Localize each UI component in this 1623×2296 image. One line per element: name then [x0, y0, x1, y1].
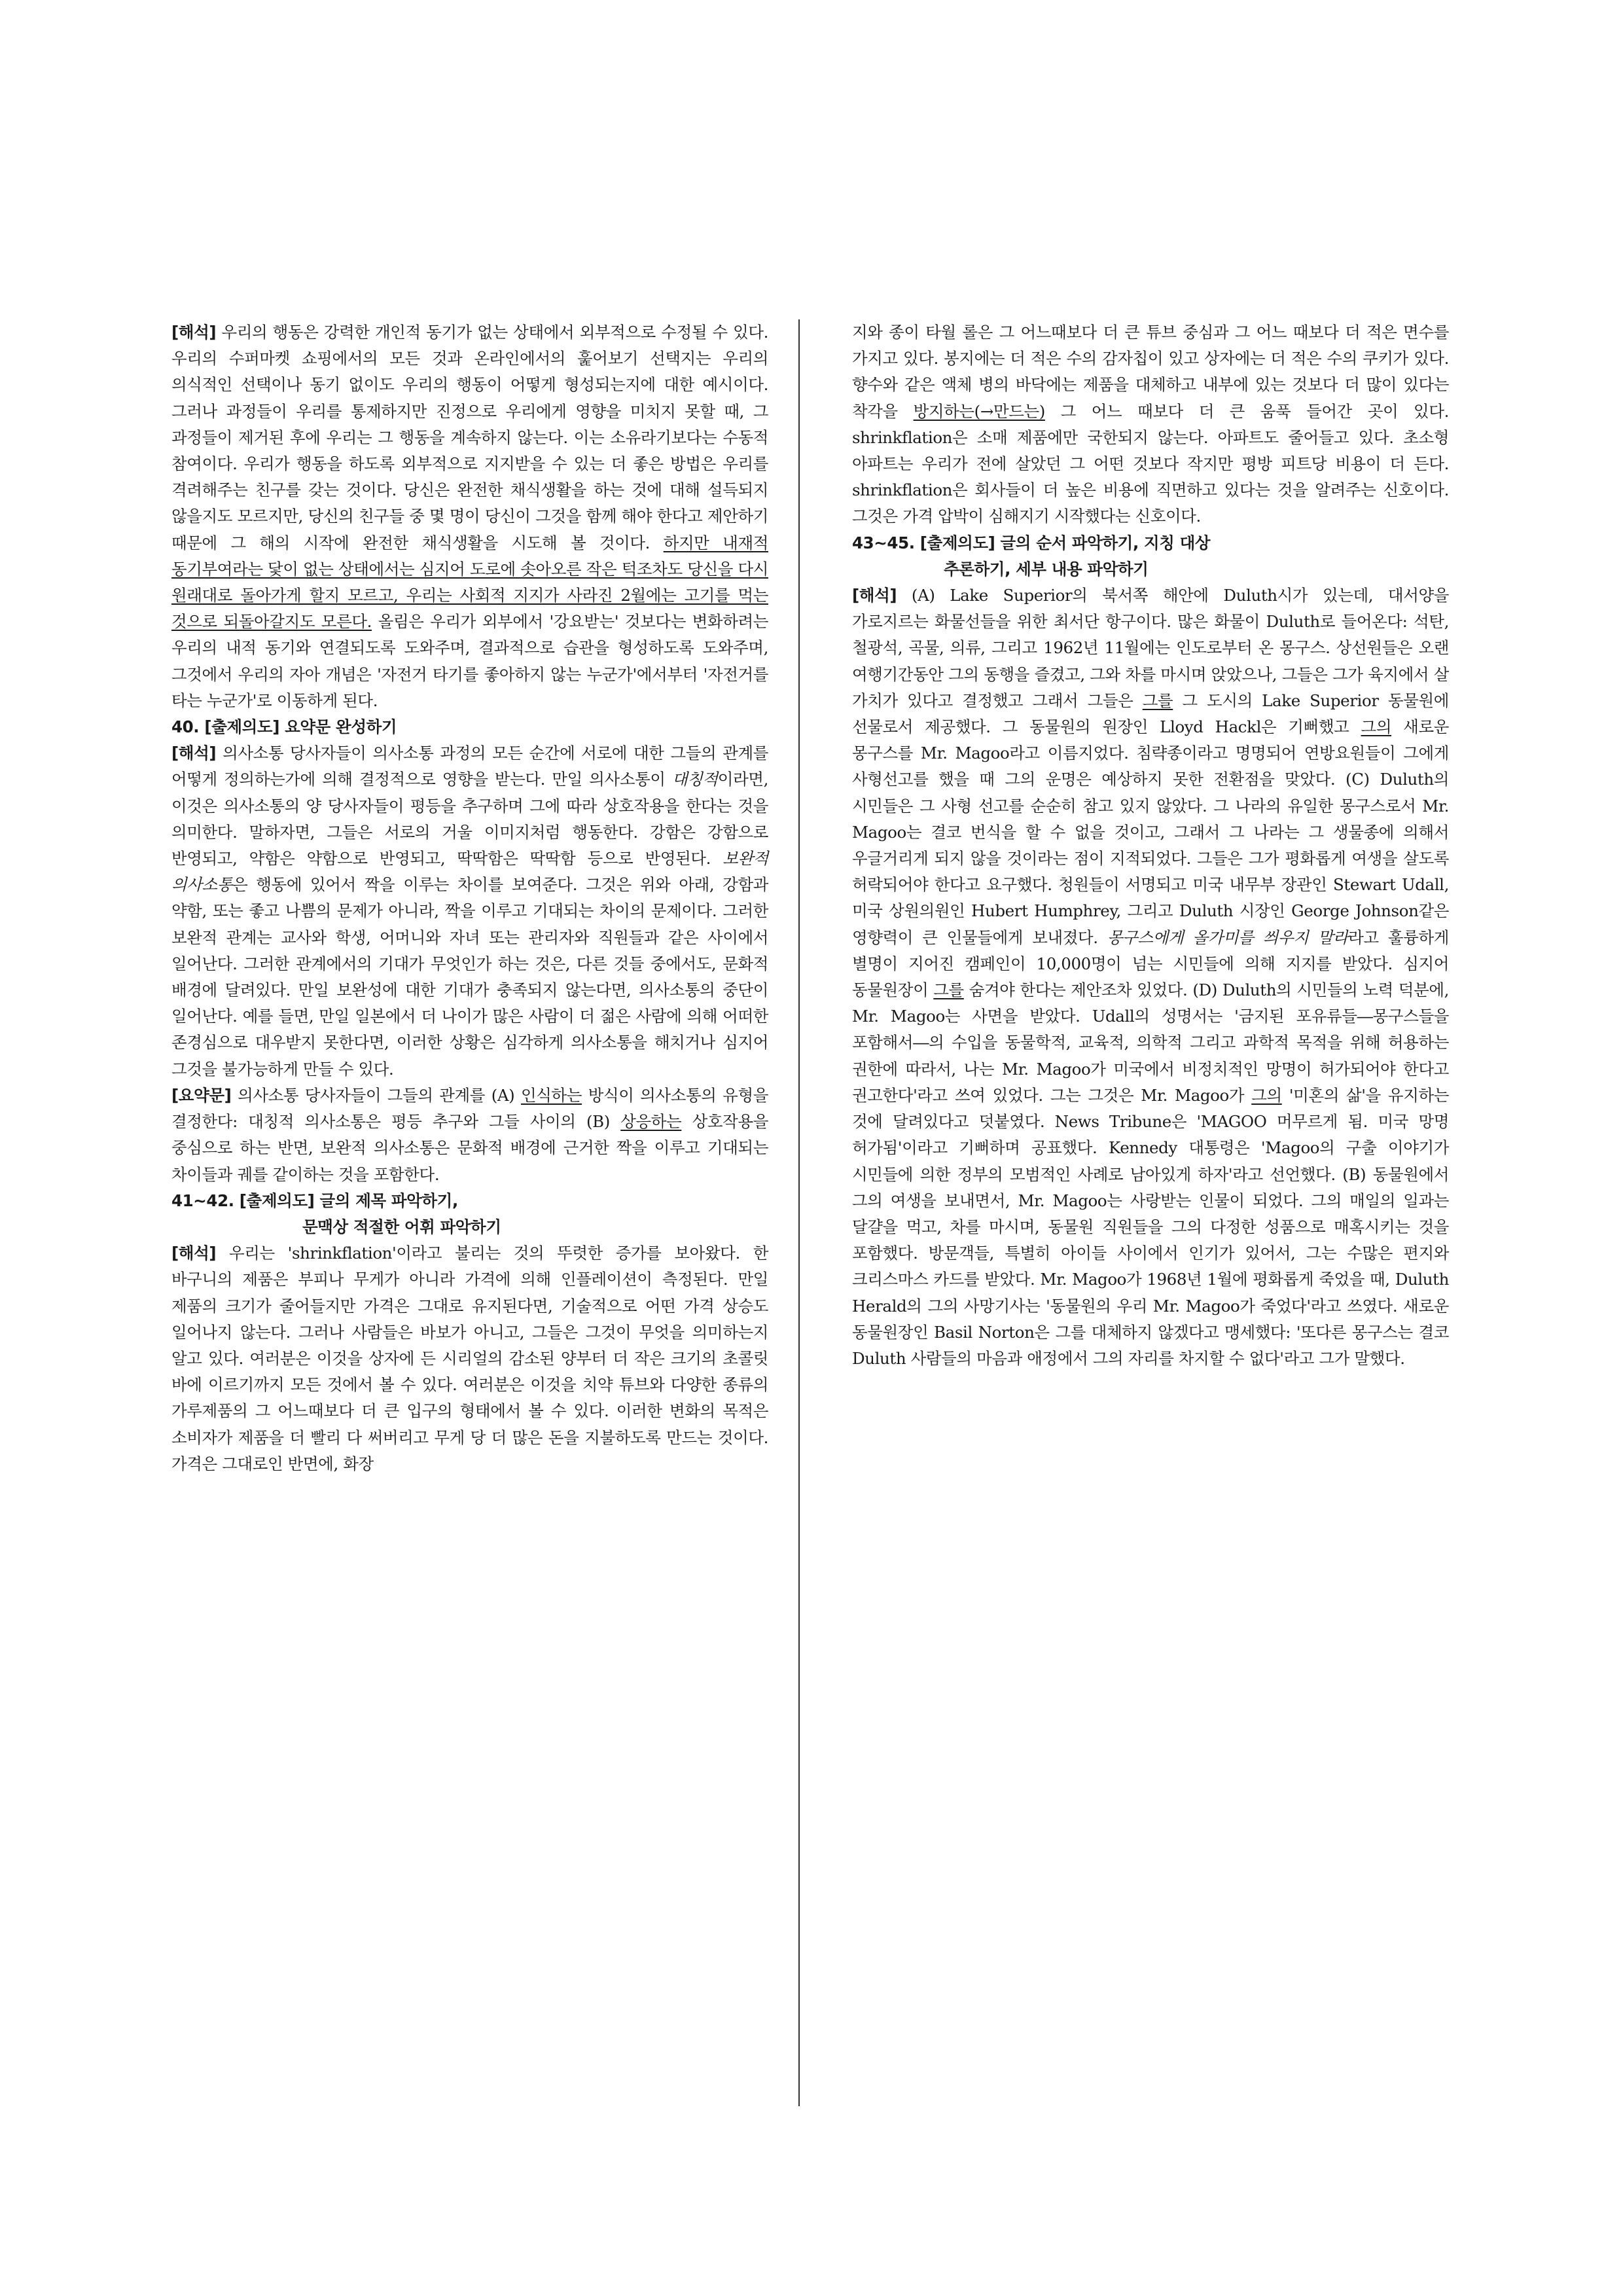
explanation-paragraph-41-42-cont: 지와 종이 타월 롤은 그 어느때보다 더 큰 튜브 중심과 그 어느 때보다 더 적은 면수를 가지고 있다. 봉지에는 더 적은 수의 감자칩이 있고 상자에는 더 적은 수의 쿠키가 있다. 향수와 같은 액체 병의 바닥에는 제품을 대체하고 내부에 있는 것보다 더 많이 있다는 착각을 방지하는(→만드는) 그 어느 때보다 더 큰 움푹 들어간 곳이 있다. shrinkflation은 소매 제품에만 국한되지 않는다. 아파트도 줄어들고 있다. 초소형 아파트는 우리가 전에 살았던 그 어떤 것보다 작지만 평방 피트당 비용이 더 든다. shrinkflation은 회사들이 더 높은 비용에 직면하고 있다는 것을 알려주는 신호이다. 그것은 가격 압박이 심해지기 시작했다는 신호이다.: [852, 323, 1449, 526]
left-column: [171, 319, 768, 1477]
italic-term: 보완적 의사소통: [171, 849, 768, 895]
explanation-tag: [해석]: [171, 323, 217, 342]
explanation-tag: [해석]: [171, 744, 217, 763]
right-column: [852, 319, 1449, 1372]
underlined-pronoun: 그를: [933, 980, 964, 1000]
explanation-tag: [해석]: [171, 1244, 217, 1263]
underlined-pronoun: 그를: [1142, 691, 1173, 710]
explanation-paragraph-40: [해석] 의사소통 당사자들이 의사소통 과정의 모든 순간에 서로에 대한 그들의 관계를 어떻게 정의하는가에 의해 결정적으로 영향을 받는다. 만일 의사소통이 대칭적이라면, 이것은 의사소통의 양 당사자들이 평등을 추구하며 그에 따라 상호작용을 한다는 것을 의미한다. 말하자면, 그들은 서로의 거울 이미지처럼 행동한다. 강함은 강함으로 반영되고, 약함은 약함으로 반영되고, 딱딱함은 딱딱함 등으로 반영된다. 보완적 의사소통은 행동에 있어서 짝을 이루는 차이를 보여준다. 그것은 위와 아래, 강함과 약함, 또는 좋고 나쁨의 문제가 아니라, 짝을 이루고 기대되는 차이의 문제이다. 그러한 보완적 관계는 교사와 학생, 어머니와 자녀 또는 관리자와 직원들과 같은 사이에서 일어난다. 그러한 관계에서의 기대가 무엇인가 하는 것은, 다른 것들 중에서도, 문화적 배경에 달려있다. 만일 보완성에 대한 기대가 충족되지 않는다면, 의사소통의 중단이 일어난다. 예를 들면, 만일 일본에서 더 나이가 많은 사람이 더 젊은 사람에 의해 어떠한 존경심으로 대우받지 못한다면, 이러한 상황은 심각하게 의사소통을 해치거나 심지어 그것을 불가능하게 만들 수 있다.: [171, 744, 768, 1079]
answer-b: 상응하는: [620, 1112, 682, 1132]
underlined-sentence: 하지만 내재적 동기부여라는 닻이 없는 상태에서는 심지어 도로에 솟아오른 작은 턱조차도 당신을 다시 원래대로 돌아가게 할지 모르고, 우리는 사회적 지지가 사라진 2월에는 고기를 먹는 것으로 되돌아갈지도 모른다.: [171, 533, 768, 632]
column-divider: [798, 319, 800, 2106]
answer-a: 인식하는: [520, 1085, 582, 1105]
section-heading-40: 40. [출제의도] 요약문 완성하기: [171, 717, 397, 737]
explanation-paragraph-41-42: [해석] 우리는 'shrinkflation'이라고 불리는 것의 뚜렷한 증가를 보아왔다. 한 바구니의 제품은 부피나 무게가 아니라 가격에 의해 인플레이션이 측정된다. 만일 제품의 크기가 줄어들지만 가격은 그대로 유지된다면, 기술적으로 어떤 가격 상승도 일어나지 않는다. 그러나 사람들은 바보가 아니고, 그들은 그것이 무엇을 의미하는지 알고 있다. 여러분은 이것을 상자에 든 시리얼의 감소된 양부터 더 작은 크기의 초콜릿 바에 이르기까지 모든 것에서 볼 수 있다. 여러분은 이것을 치약 튜브와 다양한 종류의 가루제품의 그 어느때보다 더 큰 입구의 형태에서 볼 수 있다. 이러한 변화의 목적은 소비자가 제품을 더 빨리 다 써버리고 무게 당 더 많은 돈을 지불하도록 만드는 것이다. 가격은 그대로인 반면에, 화장: [171, 1244, 768, 1473]
section-heading-41-42: 41~42. [출제의도] 글의 제목 파악하기, 문맥상 적절한 어휘 파악하기: [171, 1191, 501, 1236]
italic-term: 대칭적: [671, 770, 718, 789]
explanation-paragraph-43-45: [해석] (A) Lake Superior의 북서쪽 해안에 Duluth시가 있는데, 대서양을 가로지르는 화물선들을 위한 최서단 항구이다. 많은 화물이 Duluth로 들어온다: 석탄, 철광석, 곡물, 의류, 그리고 1962년 11월에는 인도로부터 온 몽구스. 상선원들은 오랜 여행기간동안 그의 동행을 즐겼고, 그와 차를 마시며 앉았으나, 그들은 그가 육지에서 살 가치가 있다고 결정했고 그래서 그들은 그를 그 도시의 Lake Superior 동물원에 선물로서 제공했다. 그 동물원의 원장인 Lloyd Hackl은 기뻐했고 그의 새로운 몽구스를 Mr. Magoo라고 이름지었다. 침략종이라고 명명되어 연방요원들이 그에게 사형선고를 했을 때 그의 운명은 예상하지 못한 전환점을 맞았다. (C) Duluth의 시민들은 그 사형 선고를 순순히 참고 있지 않았다. 그 나라의 유일한 몽구스로서 Mr. Magoo는 결코 번식을 할 수 없을 것이고, 그래서 그 나라는 그 생물종에 의해서 우글거리게 되지 않을 것이라는 점이 지적되었다. 그들은 그가 평화롭게 여생을 살도록 허락되어야 한다고 요구했다. 청원들이 서명되고 미국 내무부 장관인 Stewart Udall, 미국 상원의원인 Hubert Humphrey, 그리고 Duluth 시장인 George Johnson같은 영향력이 큰 인물들에게 보내졌다. 몽구스에게 올가미를 씌우지 말라라고 훌륭하게 별명이 지어진 캠페인이 10,000명이 넘는 시민들에 의해 지지를 받았다. 심지어 동물원장이 그를 숨겨야 한다는 제안조차 있었다. (D) Duluth의 시민들의 노력 덕분에, Mr. Magoo는 사면을 받았다. Udall의 성명서는 '금지된 포유류들―몽구스들을 포함해서―의 수입을 동물학적, 교육적, 의학적 그리고 과학적 목적을 위해 허용하는 권한에 따라서, 나는 Mr. Magoo가 미국에서 비정치적인 망명이 허가되어야 한다고 권고한다'라고 쓰여 있었다. 그는 그것은 Mr. Magoo가 그의 '미혼의 삶'을 유지하는 것에 달려있다고 덧붙였다. News Tribune은 'MAGOO 머무르게 됨. 미국 망명 허가됨'이라고 기뻐하며 공표했다. Kennedy 대통령은 'Magoo의 구출 이야기가 시민들에 의한 정부의 모범적인 사례로 남아있게 하자'라고 선언했다. (B) 동물원에서 그의 여생을 보내면서, Mr. Magoo는 사랑받는 인물이 되었다. 그의 매일의 일과는 달걀을 먹고, 차를 마시며, 동물원 직원들을 그의 다정한 성품으로 매혹시키는 것을 포함했다. 방문객들, 특별히 아이들 사이에서 인기가 있어서, 그는 수많은 편지와 크리스마스 카드를 받았다. Mr. Magoo가 1968년 1월에 평화롭게 죽었을 때, Duluth Herald의 그의 사망기사는 '동물원의 우리 Mr. Magoo가 죽었다'라고 쓰였다. 새로운 동물원장인 Basil Norton은 그를 대체하지 않겠다고 맹세했다: '또다른 몽구스는 결코 Duluth 사람들의 마음과 애정에서 그의 자리를 차지할 수 없다'라고 그가 말했다.: [852, 586, 1449, 1368]
underlined-pronoun: 그의: [1361, 717, 1392, 737]
underlined-pronoun: 그의: [1251, 1085, 1282, 1105]
answer-explanation-page: [171, 319, 1452, 2106]
explanation-paragraph-39: [해석] 우리의 행동은 강력한 개인적 동기가 없는 상태에서 외부적으로 수정될 수 있다. 우리의 수퍼마켓 쇼핑에서의 모든 것과 온라인에서의 훑어보기 선택지는 우리의 의식적인 선택이나 동기 없이도 우리의 행동이 어떻게 형성되는지에 대한 예시이다. 그러나 과정들이 우리를 통제하지만 진정으로 우리에게 영향을 미치지 못할 때, 그 과정들이 제거된 후에 우리는 그 행동을 계속하지 않는다. 이는 소유라기보다는 수동적 참여이다. 우리가 행동을 하도록 외부적으로 지지받을 수 있는 더 좋은 방법은 우리를 격려해주는 친구를 갖는 것이다. 당신은 완전한 채식생활을 하는 것에 대해 설득되지 않을지도 모르지만, 당신의 친구들 중 몇 명이 당신이 그것을 함께 해야 한다고 제안하기 때문에 그 해의 시작에 완전한 채식생활을 시도해 볼 것이다. 하지만 내재적 동기부여라는 닻이 없는 상태에서는 심지어 도로에 솟아오른 작은 턱조차도 당신을 다시 원래대로 돌아가게 할지 모르고, 우리는 사회적 지지가 사라진 2월에는 고기를 먹는 것으로 되돌아갈지도 모른다. 올림은 우리가 외부에서 '강요받는' 것보다는 변화하려는 우리의 내적 동기와 연결되도록 도와주며, 결과적으로 습관을 형성하도록 도와주며, 그것에서 우리의 자아 개념은 '자전거 타기를 좋아하지 않는 누군가'에서부터 '자전거를 타는 누군가'로 이동하게 된다.: [171, 323, 768, 710]
summary-paragraph-40: [요약문] 의사소통 당사자들이 그들의 관계를 (A) 인식하는 방식이 의사소통의 유형을 결정한다: 대칭적 의사소통은 평등 추구와 그들 사이의 (B) 상응하는 상호작용을 중심으로 하는 반면, 보완적 의사소통은 문화적 배경에 근거한 짝을 이루고 기대되는 차이들과 궤를 같이하는 것을 포함한다.: [171, 1085, 768, 1184]
underlined-vocab: 방지하는(→만드는): [913, 401, 1045, 421]
explanation-tag: [해석]: [852, 586, 897, 605]
summary-tag: [요약문]: [171, 1085, 232, 1105]
italic-campaign-name: 몽구스에게 올가미를 씌우지 말라: [1107, 927, 1349, 947]
section-heading-43-45: 43~45. [출제의도] 글의 순서 파악하기, 지칭 대상 추론하기, 세부 내용 파악하기: [852, 533, 1211, 579]
